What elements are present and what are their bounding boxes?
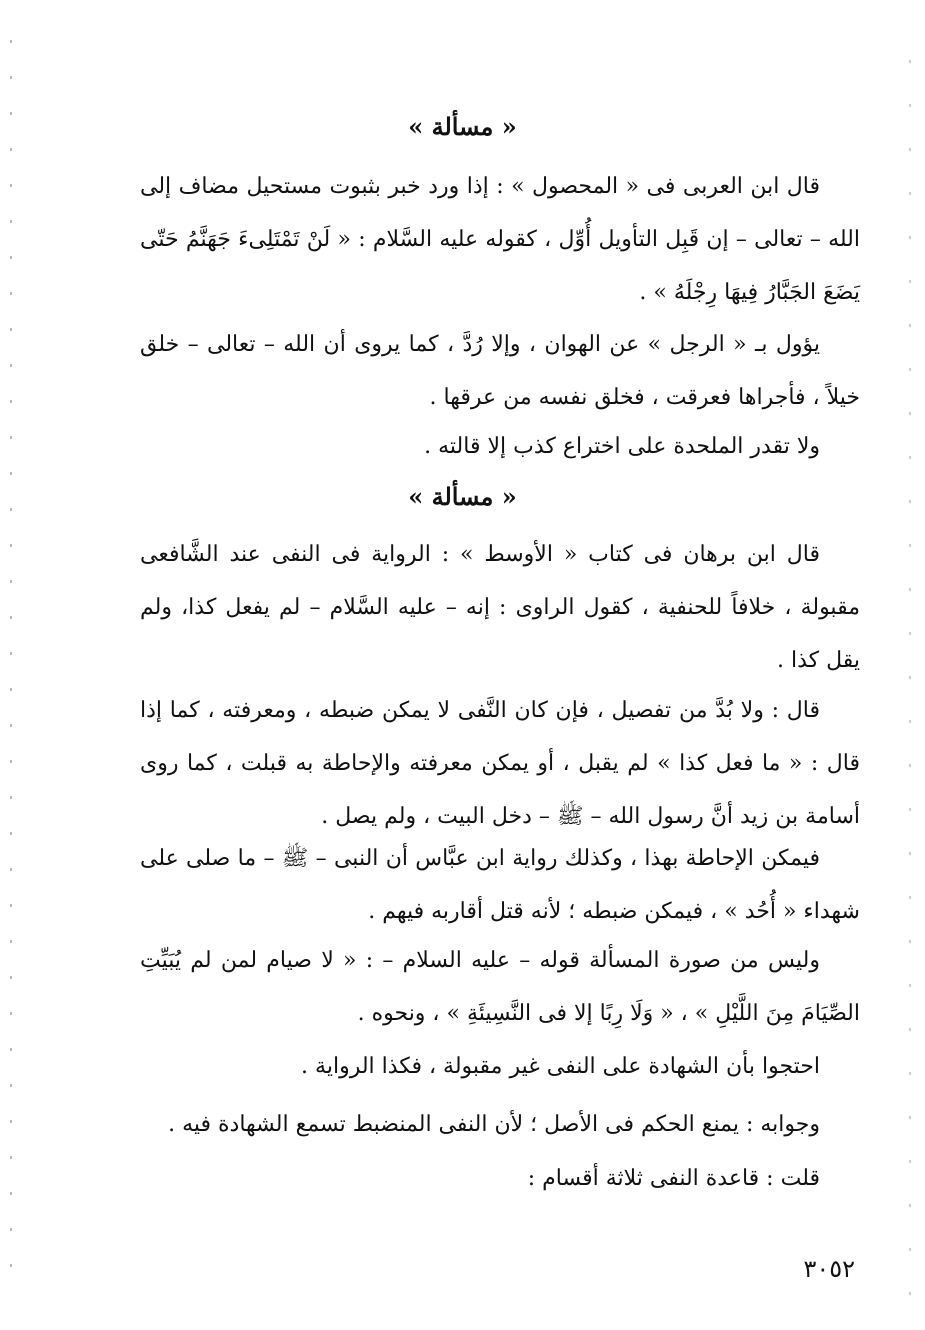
scan-edge-marks-right: [909, 60, 911, 1300]
paragraph-4: قال ابن برهان فى كتاب « الأوسط » : الرواية فى النفى عند الشَّافعى مقبولة ، خلافاً للحنفية ، كقول الراوى : إنه – عليه السَّلام – لم يفعل كذا، ولم يقل كذا .: [140, 542, 860, 673]
paragraph-10: قلت : قاعدة النفى ثلاثة أقسام :: [527, 1166, 820, 1191]
section-heading-1: « مسألة »: [408, 112, 517, 141]
paragraph-6: فيمكن الإحاطة بهذا ، وكذلك رواية ابن عبَّاس أن النبى – ﷺ – ما صلى على شهداء « أُحُد » ، فيمكن ضبطه ؛ لأنه قتل أقاربه فيهم .: [140, 846, 860, 924]
paragraph-1: قال ابن العربى فى « المحصول » : إذا ورد خبر بثبوت مستحيل مضاف إلى الله – تعالى – إن قَبِل التأويل أُوِّل ، كقوله عليه السَّلام : « لَنْ تَمْتَلِىءَ جَهَنَّمُ حَتّى يَضَعَ الجَبَّارُ فِيهَا رِجْلَهُ » .: [140, 174, 860, 305]
section-heading-2: « مسألة »: [408, 482, 517, 511]
paragraph-9: وجوابه : يمنع الحكم فى الأصل ؛ لأن النفى المنضبط تسمع الشهادة فيه .: [168, 1112, 820, 1137]
scan-edge-marks: [10, 40, 12, 1300]
page-number: ٣٠٥٢: [803, 1255, 855, 1283]
paragraph-8: احتجوا بأن الشهادة على النفى غير مقبولة ، فكذا الرواية .: [301, 1054, 820, 1079]
paragraph-7: وليس من صورة المسألة قوله – عليه السلام – : « لا صيام لمن لم يُبَيِّتِ الصِّيَامَ مِنَ اللَّيْلِ » ، « وَلَا رِبًا إلا فى النَّسِيئَةِ » ، ونحوه .: [140, 948, 860, 1026]
paragraph-2: يؤول بـ « الرجل » عن الهوان ، وإلا رُدَّ ، كما يروى أن الله – تعالى – خلق خيلاً ، فأجراها فعرقت ، فخلق نفسه من عرقها .: [140, 332, 860, 410]
paragraph-5: قال : ولا بُدَّ من تفصيل ، فإن كان النَّفى لا يمكن ضبطه ، ومعرفته ، كما إذا قال : « ما فعل كذا » لم يقبل ، أو يمكن معرفته والإحاطة به قبلت ، كما روى أسامة بن زيد أنَّ رسول الله – ﷺ – دخل البيت ، ولم يصل .: [140, 698, 860, 829]
paragraph-3: ولا تقدر الملحدة على اختراع كذب إلا قالته .: [424, 434, 820, 459]
